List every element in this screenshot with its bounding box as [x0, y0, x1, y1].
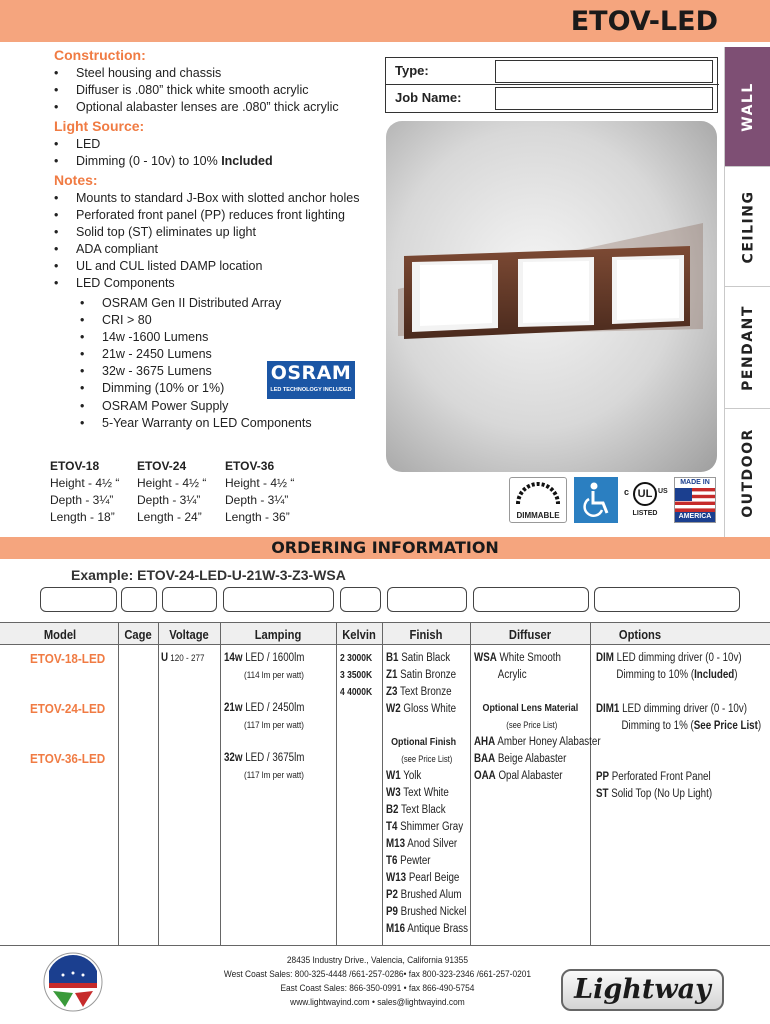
type-field[interactable]	[495, 60, 713, 83]
order-box-cage[interactable]	[121, 587, 157, 612]
col-kelvin: Kelvin	[342, 627, 376, 642]
dimensions-etov-18: ETOV-18 Height - 4½ “ Depth - 3¼” Length - 18”	[50, 459, 120, 524]
list-item: • UL and CUL listed DAMP location	[54, 258, 359, 275]
order-box-diffuser[interactable]	[473, 587, 589, 612]
osram-logo: OSRAM LED TECHNOLOGY INCLUDED	[267, 361, 355, 399]
construction-list	[54, 65, 339, 116]
list-item: • Solid top (ST) eliminates up light	[54, 224, 359, 241]
list-item: • ADA compliant	[54, 241, 359, 258]
list-item: • 5-Year Warranty on LED Components	[80, 415, 312, 432]
list-item: W2 Gloss White	[386, 703, 457, 715]
dimensions-etov-36: ETOV-36 Height - 4½ “ Depth - 3¼” Length - 36”	[225, 459, 295, 524]
page-title: ETOV-LED	[570, 6, 718, 37]
optional-finish-heading: Optional Finish	[391, 736, 457, 748]
model-etov-24: ETOV-24-LED	[30, 701, 106, 716]
ul-listed-badge: UL c US LISTED	[622, 477, 668, 523]
list-item: DIM1 LED dimming driver (0 - 10v)	[596, 703, 748, 715]
order-box-model[interactable]	[40, 587, 117, 612]
list-item: • 21w - 2450 Lumens	[80, 346, 312, 363]
notes-heading: Notes:	[54, 172, 98, 188]
list-item: B1 Satin Black	[386, 652, 451, 664]
fixture-illustration	[386, 121, 717, 472]
col-diffuser: Diffuser	[508, 627, 552, 642]
tab-pendant[interactable]: PENDANT	[725, 287, 770, 409]
col-voltage: Voltage	[169, 627, 209, 642]
column-divider	[158, 623, 159, 945]
lightway-logo: Lightway	[561, 969, 724, 1011]
list-item: M13 Anod Silver	[386, 838, 458, 850]
list-item: P9 Brushed Nickel	[386, 906, 467, 918]
optional-finish-note: (see Price List)	[401, 754, 453, 764]
list-item: • 14w -1600 Lumens	[80, 329, 312, 346]
lamping-21w: 21w LED / 2450lm	[224, 702, 305, 714]
column-divider	[118, 623, 119, 945]
order-box-kelvin[interactable]	[340, 587, 381, 612]
notes-list	[54, 190, 359, 292]
type-row	[386, 58, 719, 85]
list-item: M16 Antique Brass	[386, 923, 469, 935]
list-item: P2 Brushed Alum	[386, 889, 462, 901]
list-item: ST Solid Top (No Up Light)	[596, 788, 713, 800]
col-lamping: Lamping	[254, 627, 302, 642]
category-tabs	[724, 47, 770, 537]
list-item: BAA Beige Alabaster	[474, 753, 567, 765]
list-item: T6 Pewter	[386, 855, 431, 867]
list-item: • OSRAM Power Supply	[80, 398, 312, 415]
tab-ceiling[interactable]: CEILING	[725, 167, 770, 287]
list-item: PP Perforated Front Panel	[596, 771, 711, 783]
lamping-14w: 14w LED / 1600lm	[224, 652, 305, 664]
included-text: Included	[221, 154, 273, 168]
list-item: • CRI > 80	[80, 312, 312, 329]
model-etov-18: ETOV-18-LED	[30, 651, 106, 666]
us-flag-icon	[675, 488, 715, 512]
job-name-row	[386, 85, 719, 112]
finish-list	[386, 650, 468, 938]
options-list: DIM LED dimming driver (0 - 10v) Dimming to 10% (Included) DIM1 LED dimming driver (0 - 10v) Dimming to 1% (See Price List) PP Perforated Front Panel ST Solid Top (No Up Light)	[596, 650, 761, 803]
lamping-14w-efficacy: (114 lm per watt)	[244, 670, 304, 681]
column-divider	[382, 623, 383, 945]
optional-lens-heading: Optional Lens Material	[482, 702, 579, 714]
list-item: • Steel housing and chassis	[54, 65, 339, 82]
lamping-32w: 32w LED / 3675lm	[224, 752, 305, 764]
certification-seal-icon	[43, 951, 103, 1013]
job-name-label: Job Name:	[395, 90, 462, 105]
lamping-32w-efficacy: (117 lm per watt)	[244, 770, 304, 781]
column-divider	[220, 623, 221, 945]
order-box-voltage[interactable]	[162, 587, 217, 612]
list-item: WSA White Smooth	[474, 652, 561, 664]
list-item: • LED	[54, 136, 273, 153]
col-finish: Finish	[409, 627, 443, 642]
order-box-lamping[interactable]	[223, 587, 334, 612]
wheelchair-icon	[574, 477, 618, 523]
list-item: Z1 Satin Bronze	[386, 669, 457, 681]
list-item: DIM LED dimming driver (0 - 10v)	[596, 652, 742, 664]
light-source-list	[54, 136, 273, 170]
job-name-field[interactable]	[495, 87, 713, 110]
tab-outdoor[interactable]: OUTDOOR	[740, 428, 756, 518]
job-info-box	[385, 57, 718, 113]
footer-rule	[0, 945, 770, 946]
list-item: • Dimming (0 - 10v) to 10% Included	[54, 153, 273, 170]
order-box-finish[interactable]	[387, 587, 467, 612]
list-item: Z3 Text Bronze	[386, 686, 452, 698]
column-divider	[336, 623, 337, 945]
list-item: • LED Components	[54, 275, 359, 292]
col-model: Model	[43, 627, 77, 642]
voltage-option: U 120 - 277	[161, 652, 205, 664]
list-item: T4 Shimmer Gray	[386, 821, 464, 833]
dimmable-icon	[510, 478, 566, 508]
construction-heading: Construction:	[54, 47, 146, 63]
ordering-heading: ORDERING INFORMATION	[0, 537, 770, 559]
list-item: • Dimming (10% or 1%)	[80, 380, 312, 397]
lamping-21w-efficacy: (117 lm per watt)	[244, 720, 304, 731]
order-box-options[interactable]	[594, 587, 740, 612]
ada-badge	[574, 477, 618, 523]
light-source-heading: Light Source:	[54, 118, 145, 134]
company-address: 28435 Industry Drive., Valencia, California 91355 West Coast Sales: 800-325-4448 /661-257-0286• fax 800-323-2346 /661-257-0201 East Coast Sales: 866-350-0991 • fax 866-490-5754 www.lightwayind.com • sales@lightwayind.com	[223, 955, 532, 1008]
tab-wall[interactable]: WALL	[725, 47, 770, 167]
list-item: • Perforated front panel (PP) reduces front lighting	[54, 207, 359, 224]
col-cage: Cage	[124, 627, 152, 642]
list-item: • Optional alabaster lenses are .080” thick acrylic	[54, 99, 339, 116]
list-item: W13 Pearl Beige	[386, 872, 460, 884]
list-item: W3 Text White	[386, 787, 449, 799]
type-label: Type:	[395, 63, 429, 78]
list-item: • OSRAM Gen II Distributed Array	[80, 295, 312, 312]
list-item: OAA Opal Alabaster	[474, 770, 563, 782]
list-item: • Mounts to standard J-Box with slotted anchor holes	[54, 190, 359, 207]
ordering-example: Example: ETOV-24-LED-U-21W-3-Z3-WSA	[71, 567, 346, 583]
diffuser-list: WSA White Smooth Acrylic Optional Lens Material (see Price List) AHA Amber Honey Alabaster BAA Beige Alabaster OAA Opal Alabaster	[474, 650, 601, 785]
column-divider	[470, 623, 471, 945]
list-item: • 32w - 3675 Lumens	[80, 363, 312, 380]
kelvin-list: 2 3000K 3 3500K 4 4000K	[340, 653, 373, 698]
list-item: AHA Amber Honey Alabaster	[474, 736, 601, 748]
optional-lens-note: (see Price List)	[506, 720, 558, 730]
product-photo	[386, 121, 717, 472]
model-etov-36: ETOV-36-LED	[30, 751, 106, 766]
list-item: B2 Text Black	[386, 804, 446, 816]
list-item: W1 Yolk	[386, 770, 422, 782]
dimensions-etov-24: ETOV-24 Height - 4½ “ Depth - 3¼” Length - 24”	[137, 459, 207, 524]
list-item: • Diffuser is .080” thick white smooth acrylic	[54, 82, 339, 99]
col-options: Options	[618, 627, 662, 642]
dimmable-badge: DIMMABLE	[509, 477, 567, 523]
made-in-america-badge: MADE IN AMERICA	[674, 477, 716, 523]
